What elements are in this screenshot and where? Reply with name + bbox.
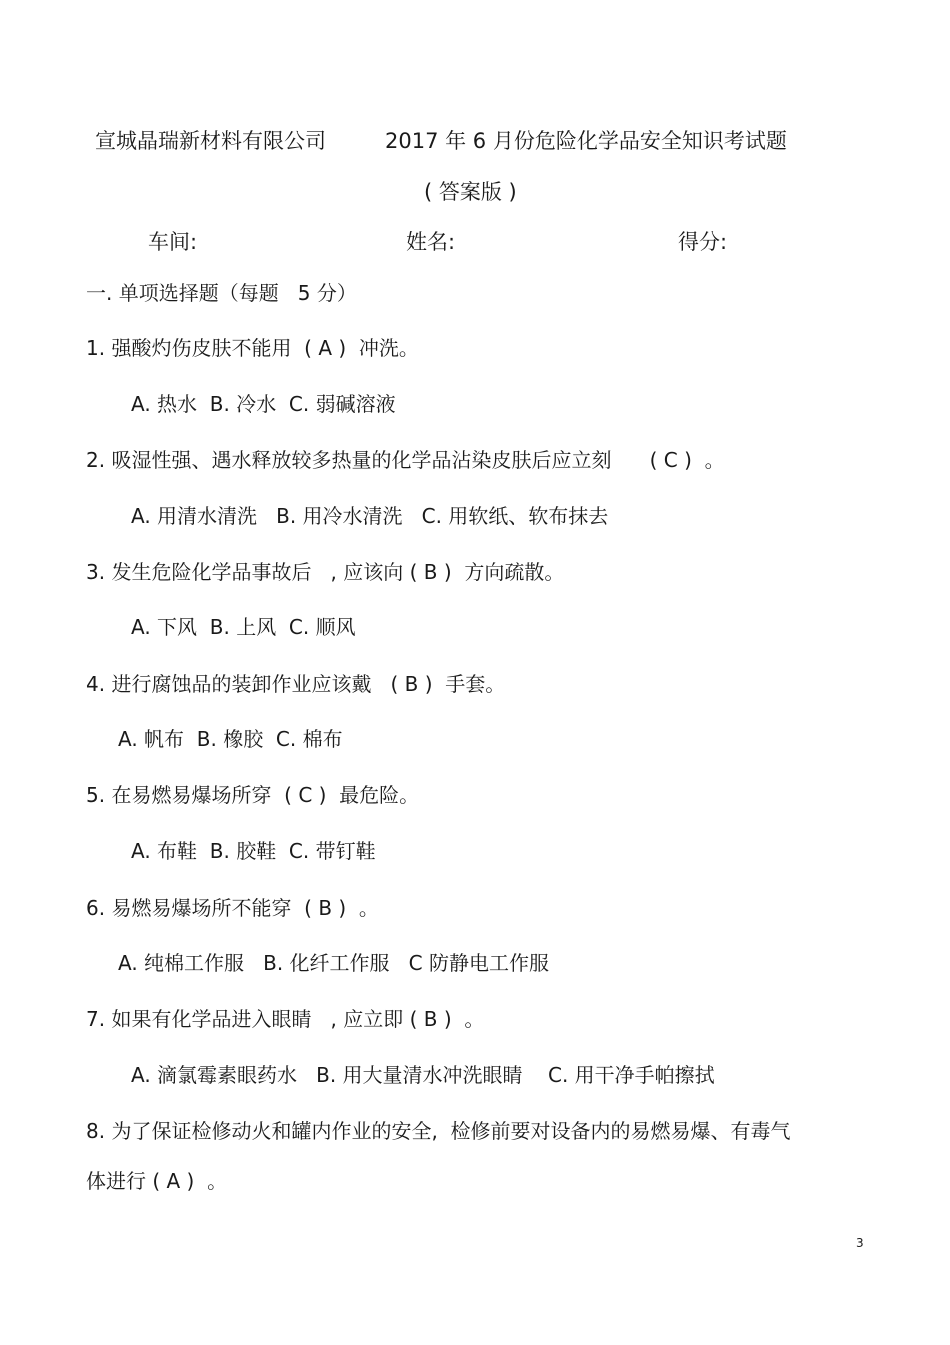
question-text: 6. 易燃易爆场所不能穿 ( B ) 。 bbox=[86, 896, 379, 920]
question-text: 2. 吸湿性强、遇水释放较多热量的化学品沾染皮肤后应立刻 ( C ) 。 bbox=[86, 448, 725, 472]
question-options: A. 用清水清洗 B. 用冷水清洗 C. 用软纸、软布抹去 bbox=[131, 504, 609, 528]
section-heading: 一. 单项选择题（每题 5 分） bbox=[86, 281, 357, 305]
question-options: A. 纯棉工作服 B. 化纤工作服 C 防静电工作服 bbox=[118, 951, 549, 975]
question-text: 4. 进行腐蚀品的装卸作业应该戴 ( B ) 手套。 bbox=[86, 672, 506, 696]
question-options: A. 帆布 B. 橡胶 C. 棉布 bbox=[118, 727, 343, 751]
exam-subtitle: ( 答案版 ) bbox=[424, 180, 517, 204]
exam-title: 2017 年 6 月份危险化学品安全知识考试题 bbox=[385, 129, 787, 153]
company-name: 宣城晶瑞新材料有限公司 bbox=[95, 129, 326, 153]
question-options: A. 热水 B. 冷水 C. 弱碱溶液 bbox=[131, 392, 396, 416]
question-text: 3. 发生危险化学品事故后 , 应该向 ( B ) 方向疏散。 bbox=[86, 560, 565, 584]
question-options: A. 滴氯霉素眼药水 B. 用大量清水冲洗眼睛 C. 用干净手帕擦拭 bbox=[131, 1063, 715, 1087]
page-number: 3 bbox=[856, 1236, 864, 1250]
question-text: 8. 为了保证检修动火和罐内作业的安全, 检修前要对设备内的易燃易爆、有毒气 bbox=[86, 1119, 791, 1143]
score-label: 得分: bbox=[678, 230, 728, 254]
question-text-continued: 体进行 ( A ) 。 bbox=[86, 1169, 228, 1193]
question-text: 7. 如果有化学品进入眼睛 , 应立即 ( B ) 。 bbox=[86, 1007, 485, 1031]
name-label: 姓名: bbox=[406, 230, 456, 254]
workshop-label: 车间: bbox=[148, 230, 198, 254]
question-text: 1. 强酸灼伤皮肤不能用 ( A ) 冲洗。 bbox=[86, 336, 419, 360]
question-options: A. 布鞋 B. 胶鞋 C. 带钉鞋 bbox=[131, 839, 376, 863]
question-options: A. 下风 B. 上风 C. 顺风 bbox=[131, 615, 356, 639]
question-text: 5. 在易燃易爆场所穿 ( C ) 最危险。 bbox=[86, 783, 420, 807]
